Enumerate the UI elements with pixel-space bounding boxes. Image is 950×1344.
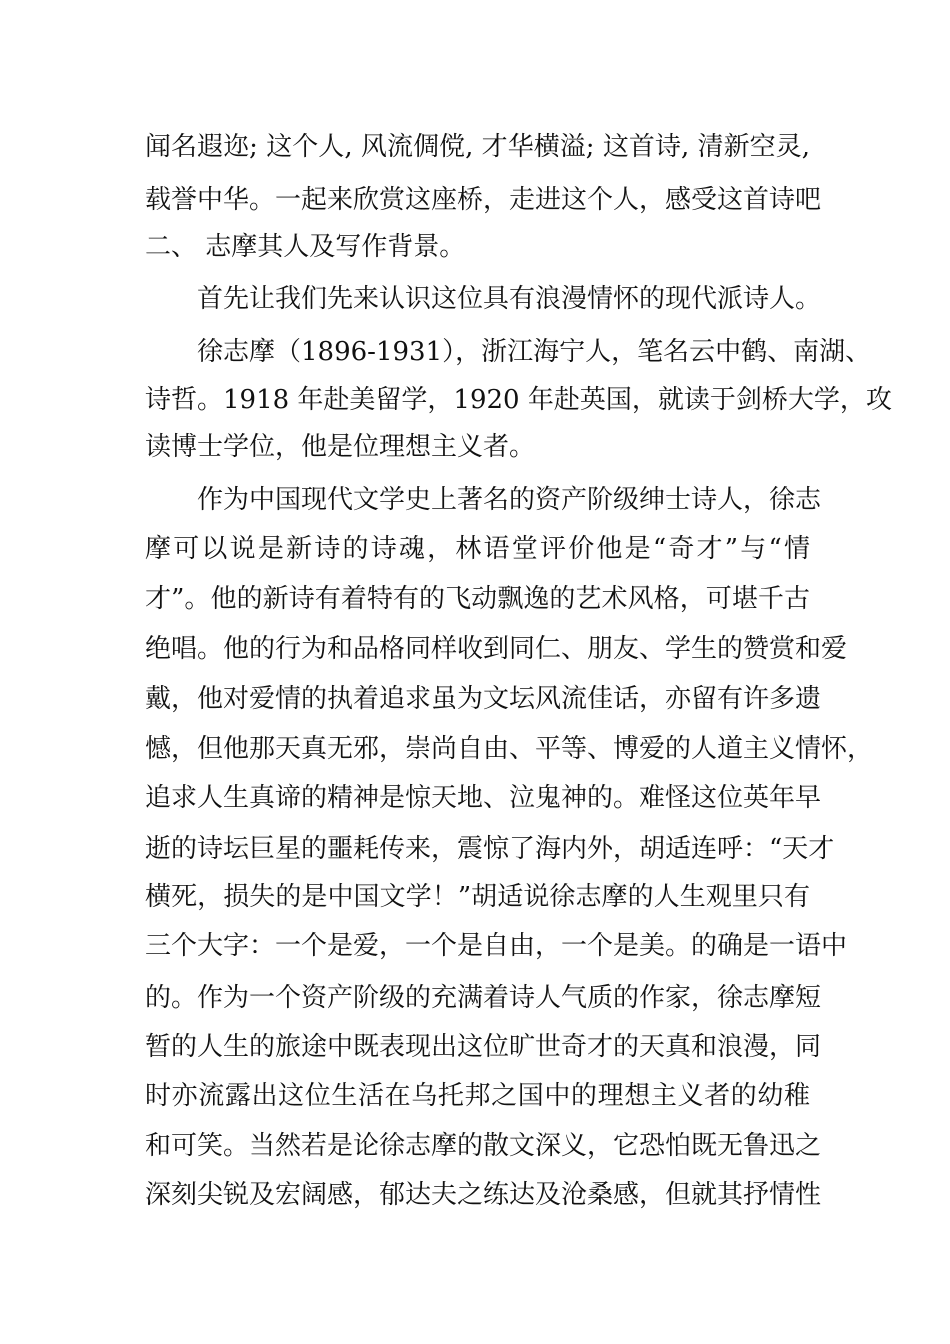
section-heading: 二、 志摩其人及写作背景。 bbox=[145, 232, 466, 262]
text-line: 载誉中华。一起来欣赏这座桥，走进这个人，感受这首诗吧 bbox=[145, 185, 822, 215]
text-line: 才”。他的新诗有着特有的飞动飘逸的艺术风格，可堪千古 bbox=[145, 584, 810, 614]
text-line: 憾，但他那天真无邪，崇尚自由、平等、博爱的人道主义情怀， bbox=[145, 734, 874, 764]
text-line: 闻名遐迩; 这个人, 风流倜傥, 才华横溢; 这首诗, 清新空灵, bbox=[145, 132, 810, 162]
text-line: 时亦流露出这位生活在乌托邦之国中的理想主义者的幼稚 bbox=[145, 1081, 810, 1111]
text-line: 追求人生真谛的精神是惊天地、泣鬼神的。难怪这位英年早 bbox=[145, 783, 822, 813]
text-line: 绝唱。他的行为和品格同样收到同仁、朋友、学生的赞赏和爱 bbox=[145, 634, 848, 664]
text-line: 作为中国现代文学史上著名的资产阶级绅士诗人，徐志 bbox=[197, 485, 822, 515]
text-line: 深刻尖锐及宏阔感，郁达夫之练达及沧桑感，但就其抒情性 bbox=[145, 1180, 822, 1210]
text-line: 横死，损失的是中国文学！”胡适说徐志摩的人生观里只有 bbox=[145, 882, 810, 912]
text-line: 和可笑。当然若是论徐志摩的散文深义，它恐怕既无鲁迅之 bbox=[145, 1131, 822, 1161]
text-line: 三个大字：一个是爱，一个是自由，一个是美。的确是一语中 bbox=[145, 931, 848, 961]
text-line: 暂的人生的旅途中既表现出这位旷世奇才的天真和浪漫，同 bbox=[145, 1032, 822, 1062]
text-line: 摩可以说是新诗的诗魂，林语堂评价他是“奇才”与“情 bbox=[145, 534, 810, 564]
text-line: 逝的诗坛巨星的噩耗传来，震惊了海内外，胡适连呼：“天才 bbox=[145, 834, 835, 864]
text-line: 诗哲。1918 年赴美留学，1920 年赴英国，就读于剑桥大学，攻 bbox=[145, 385, 892, 415]
text-line: 的。作为一个资产阶级的充满着诗人气质的作家，徐志摩短 bbox=[145, 983, 822, 1013]
text-line: 徐志摩（1896-1931），浙江海宁人，笔名云中鹤、南湖、 bbox=[197, 337, 872, 367]
text-line: 读博士学位，他是位理想主义者。 bbox=[145, 432, 536, 462]
text-line: 戴，他对爱情的执着追求虽为文坛风流佳话，亦留有许多遗 bbox=[145, 684, 822, 714]
text-line: 首先让我们先来认识这位具有浪漫情怀的现代派诗人。 bbox=[197, 284, 822, 314]
